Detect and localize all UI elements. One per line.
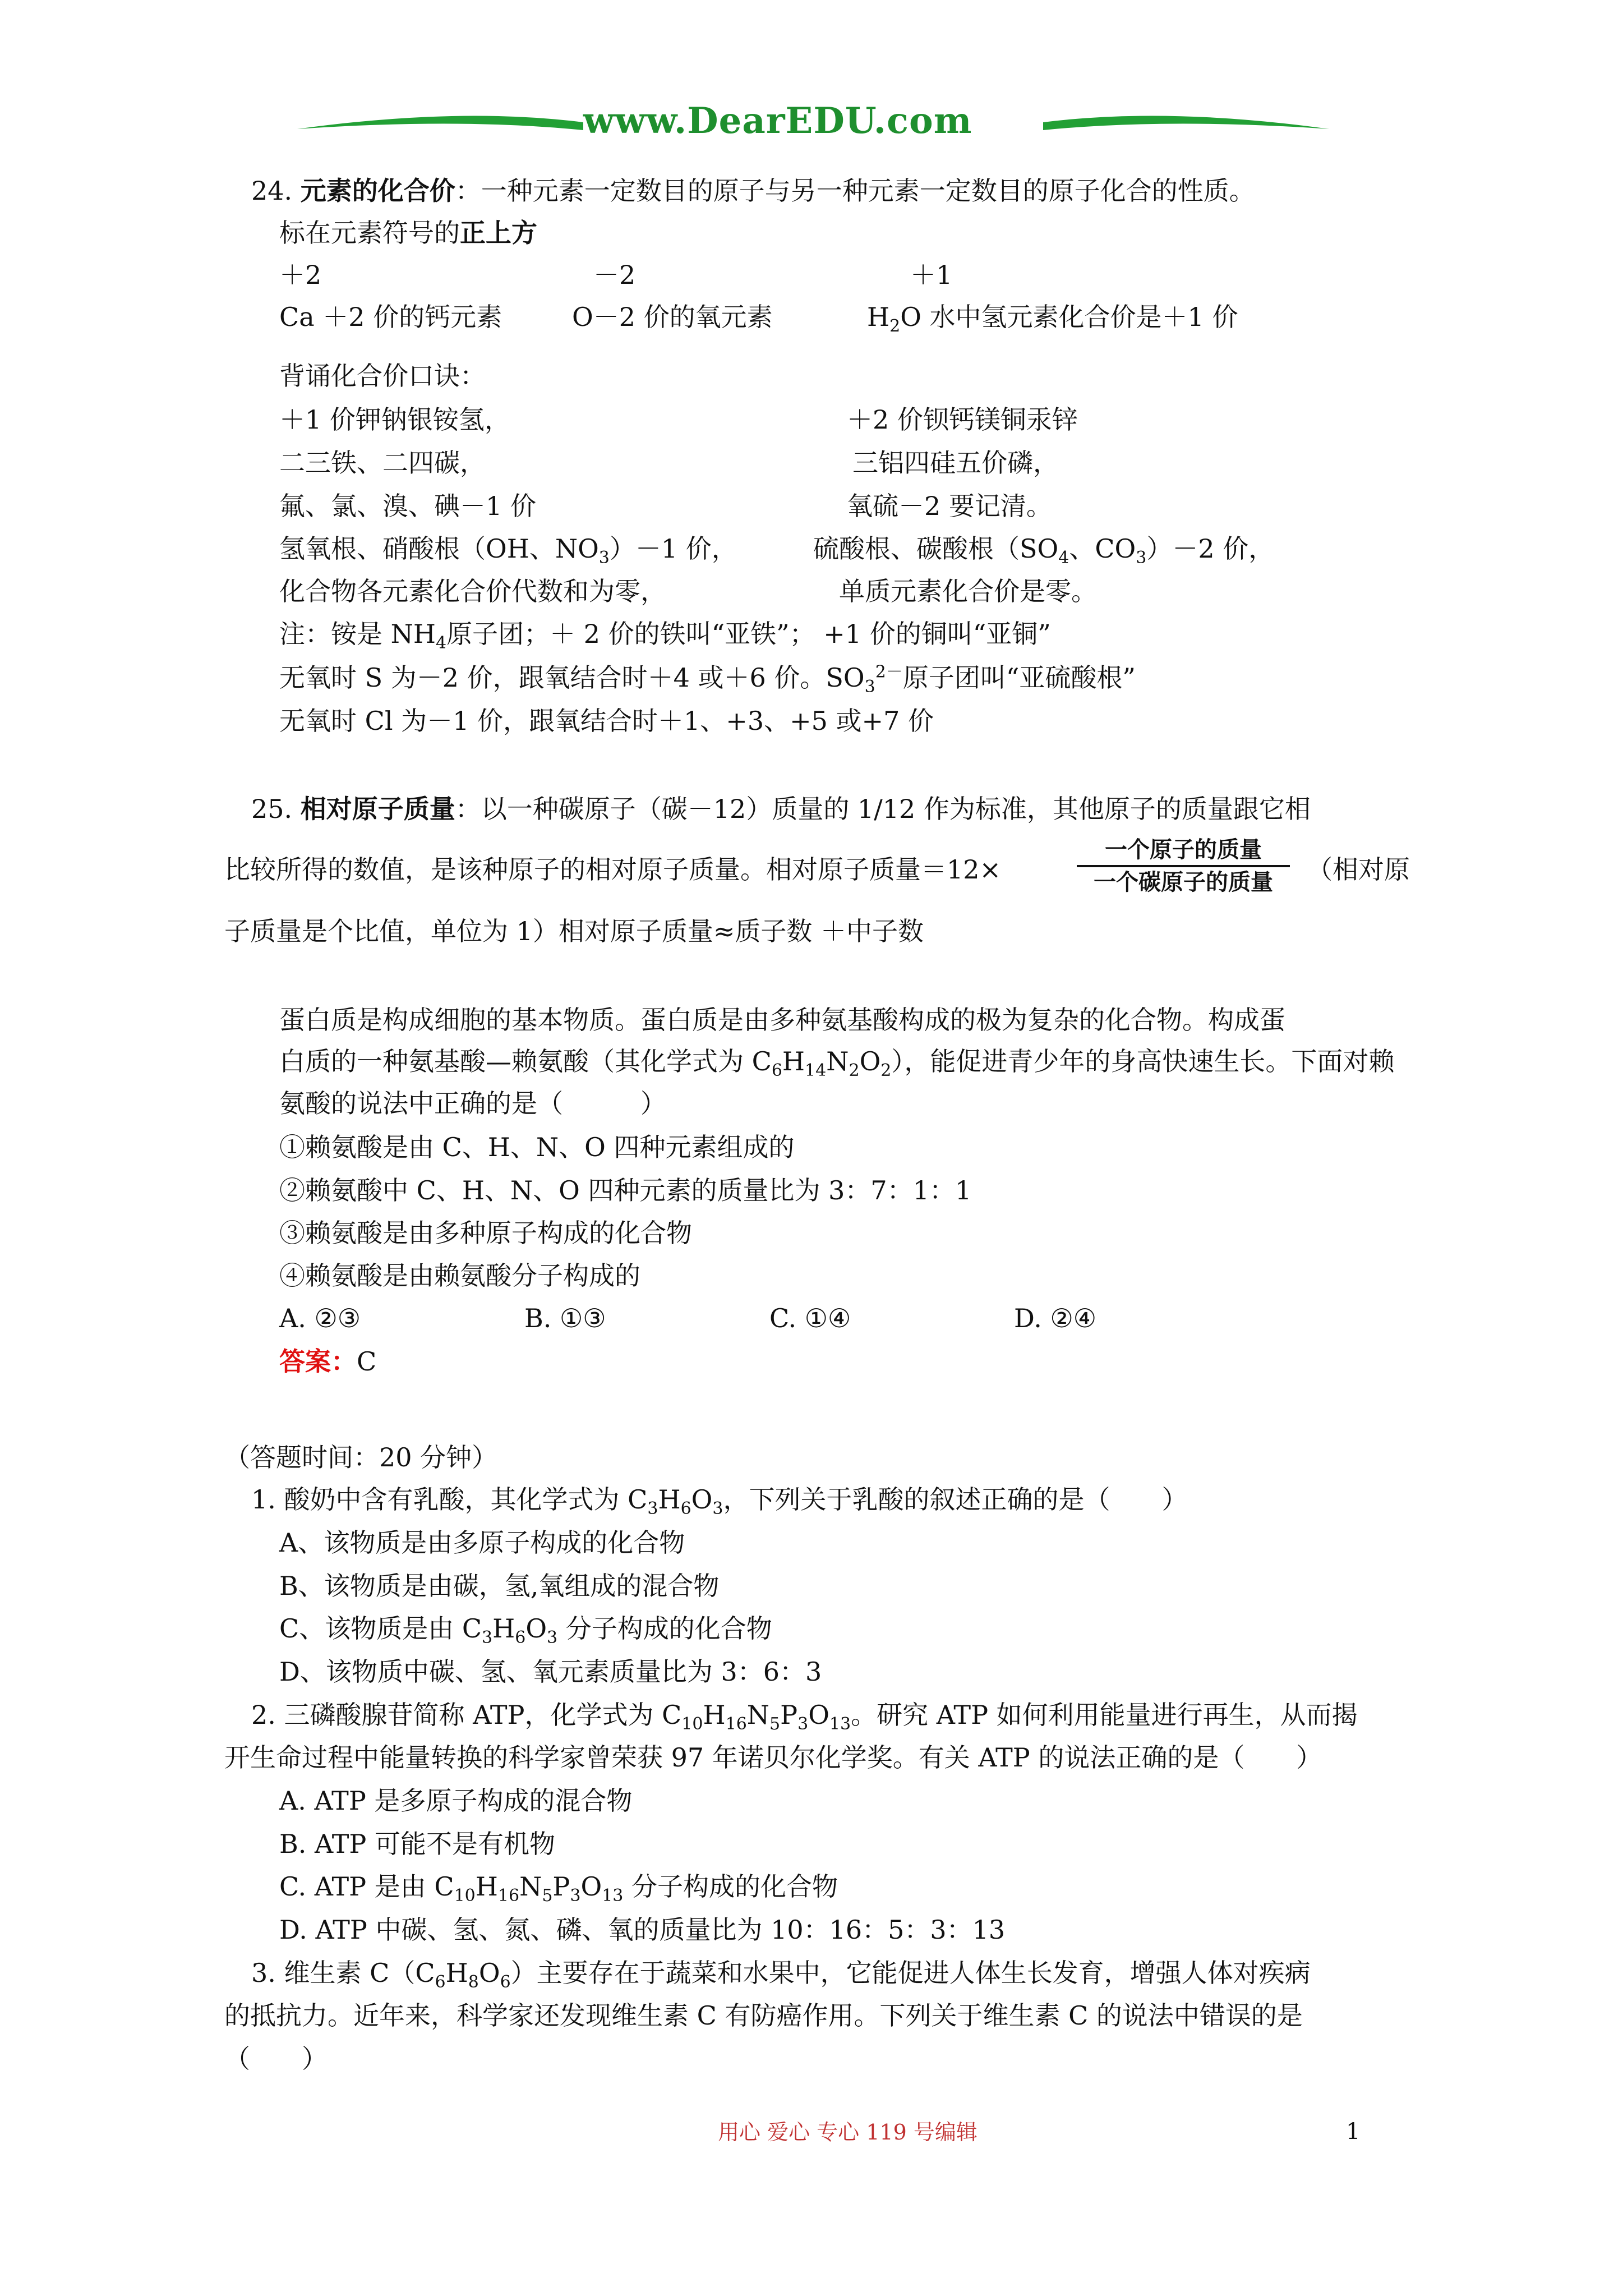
valence-sup-o: －2 xyxy=(593,260,636,290)
question-2-stem-line-2: 开生命过程中能量转换的科学家曾荣获 97 年诺贝尔化学奖。有关 ATP 的说法正确的是（ ） xyxy=(224,1742,1322,1773)
example-choice-b: B. ①③ xyxy=(524,1303,606,1333)
question-1-option-c: C、该物质是由 $C_3H_6O_3$ 分子构成的化合物 xyxy=(279,1613,772,1648)
valence-example-ca: Ca ＋2 价的钙元素 xyxy=(279,302,502,332)
rhyme-title: 背诵化合价口诀： xyxy=(279,361,486,391)
question-1-option-d: D、该物质中碳、氢、氧元素质量比为 3：6：3 xyxy=(279,1657,822,1687)
question-2-stem: 2. 三磷酸腺苷简称 ATP，化学式为 $C_{10}H_{16}N_5P_3O_{13}$。研究 ATP 如何利用能量进行再生，从而揭 xyxy=(251,1700,1358,1734)
section-25-line-3: 子质量是个比值，单位为 1）相对原子质量≈质子数 ＋中子数 xyxy=(224,916,924,946)
relative-mass-fraction xyxy=(1077,836,1290,896)
rhyme-line-4b: 硫酸根、碳酸根（$SO_4$、$CO_3)-2$ 价， xyxy=(813,533,1275,568)
rhyme-line-2b: 三铝四硅五价磷， xyxy=(852,448,1059,478)
example-statement-4: ④赖氨酸是由赖氨酸分子构成的 xyxy=(279,1260,640,1291)
question-1-stem: 1. 酸奶中含有乳酸，其化学式为 $C_3H_6O_3$，下列关于乳酸的叙述正确的是（ ） xyxy=(251,1484,1188,1519)
fraction-bar xyxy=(1077,865,1290,867)
footer-text: 用心 爱心 专心 119 号编辑 xyxy=(718,2120,978,2145)
example-answer xyxy=(279,1345,376,1378)
section-25-line-2-end: （相对原 xyxy=(1307,854,1410,885)
example-para-line-3: 氨酸的说法中正确的是（ ） xyxy=(279,1088,666,1119)
rhyme-line-4a: 氢氧根、硝酸根（OH、$NO_3)-1$ 价， xyxy=(279,533,737,568)
answer-value: C xyxy=(357,1346,377,1377)
example-statement-2: ②赖氨酸中 C、H、N、O 四种元素的质量比为 3：7：1：1 xyxy=(279,1175,972,1205)
valence-example-o: O－2 价的氧元素 xyxy=(572,302,773,332)
rhyme-line-5b: 单质元素化合价是零。 xyxy=(839,576,1097,606)
question-2-option-b: B. ATP 可能不是有机物 xyxy=(279,1829,556,1859)
question-3-stem-line-3: （ ） xyxy=(224,2044,328,2074)
question-2-option-a: A. ATP 是多原子构成的混合物 xyxy=(279,1786,633,1816)
question-3-stem-line-2: 的抵抗力。近年来，科学家还发现维生素 C 有防癌作用。下列关于维生素 C 的说法中错误的是 xyxy=(224,2000,1303,2031)
example-para-line-1: 蛋白质是构成细胞的基本物质。蛋白质是由多种氨基酸构成的极为复杂的化合物。构成蛋 xyxy=(279,1005,1285,1035)
question-2-option-c: C. ATP 是由 $C_{10}H_{16}N_5P_3O_{13}$ 分子构成的化合物 xyxy=(279,1871,838,1906)
note-line-1: 注：铵是 $NH_4$原子团；＋ 2 价的铁叫“亚铁”； +1 价的铜叫“亚铜” xyxy=(279,619,1051,654)
example-choice-d: D. ②④ xyxy=(1014,1303,1096,1333)
fraction-denominator: 一个碳原子的质量 xyxy=(1094,869,1273,895)
valence-sup-ca: ＋2 xyxy=(279,260,322,290)
fraction-numerator: 一个原子的质量 xyxy=(1105,837,1262,863)
question-1-option-a: A、该物质是由多原子构成的化合物 xyxy=(279,1527,685,1558)
page-number: 1 xyxy=(1346,2119,1361,2145)
valence-example-h2o: $H_2O$ 水中氢元素化合价是＋1 价 xyxy=(867,302,1238,337)
example-para-line-2: 白质的一种氨基酸—赖氨酸（其化学式为 $C_6H_{14}N_2O_2$），能促进青少年的身高快速生长。下面对赖 xyxy=(279,1046,1395,1081)
valence-sup-h: ＋1 xyxy=(910,260,953,290)
example-statement-3: ③赖氨酸是由多种原子构成的化合物 xyxy=(279,1218,692,1248)
example-choice-c: C. ①④ xyxy=(769,1303,851,1333)
rhyme-line-2a: 二三铁、二四碳， xyxy=(279,448,486,478)
section-25-line-1: 25. 相对原子质量：以一种碳原子（碳－12）质量的 1/12 作为标准，其他原子的质量跟它相 xyxy=(251,794,1311,824)
section-24-title: 24. 元素的化合价：一种元素一定数目的原子与另一种元素一定数目的原子化合的性质。 xyxy=(251,176,1255,206)
note-line-3: 无氧时 Cl 为－1 价，跟氧结合时＋1、+3、+5 或+7 价 xyxy=(279,706,934,736)
site-logo-text: www.DearEDU.com xyxy=(583,100,972,142)
rhyme-line-1b: ＋2 价钡钙镁铜汞锌 xyxy=(847,404,1078,435)
answer-label: 答案： xyxy=(279,1346,357,1377)
rhyme-line-3b: 氧硫－2 要记清。 xyxy=(847,491,1052,521)
section-25-line-2: 比较所得的数值，是该种原子的相对原子质量。相对原子质量＝12× xyxy=(224,854,1002,885)
example-choice-a: A. ②③ xyxy=(279,1303,361,1333)
rhyme-line-5a: 化合物各元素化合价代数和为零， xyxy=(279,576,666,606)
example-statement-1: ①赖氨酸是由 C、H、N、O 四种元素组成的 xyxy=(279,1132,795,1162)
note-line-2: 无氧时 S 为－2 价，跟氧结合时＋4 或＋6 价。$SO_3^{2-}$原子团叫“亚硫酸根” xyxy=(279,662,1136,697)
section-24-mark-line: 标在元素符号的正上方 xyxy=(279,218,537,248)
rhyme-line-1a: ＋1 价钾钠银铵氢， xyxy=(279,404,510,435)
exercise-time: （答题时间：20 分钟） xyxy=(224,1442,498,1473)
question-1-option-b: B、该物质是由碳，氢,氧组成的混合物 xyxy=(279,1571,720,1601)
question-2-option-d: D. ATP 中碳、氢、氮、磷、氧的质量比为 10：16：5：3：13 xyxy=(279,1915,1006,1945)
question-3-stem: 3. 维生素 $C(C_6H_8O_6)$主要存在于蔬菜和水果中，它能促进人体生长发育，增强人体对疾病 xyxy=(251,1958,1311,1993)
rhyme-line-3a: 氟、氯、溴、碘－1 价 xyxy=(279,491,536,521)
